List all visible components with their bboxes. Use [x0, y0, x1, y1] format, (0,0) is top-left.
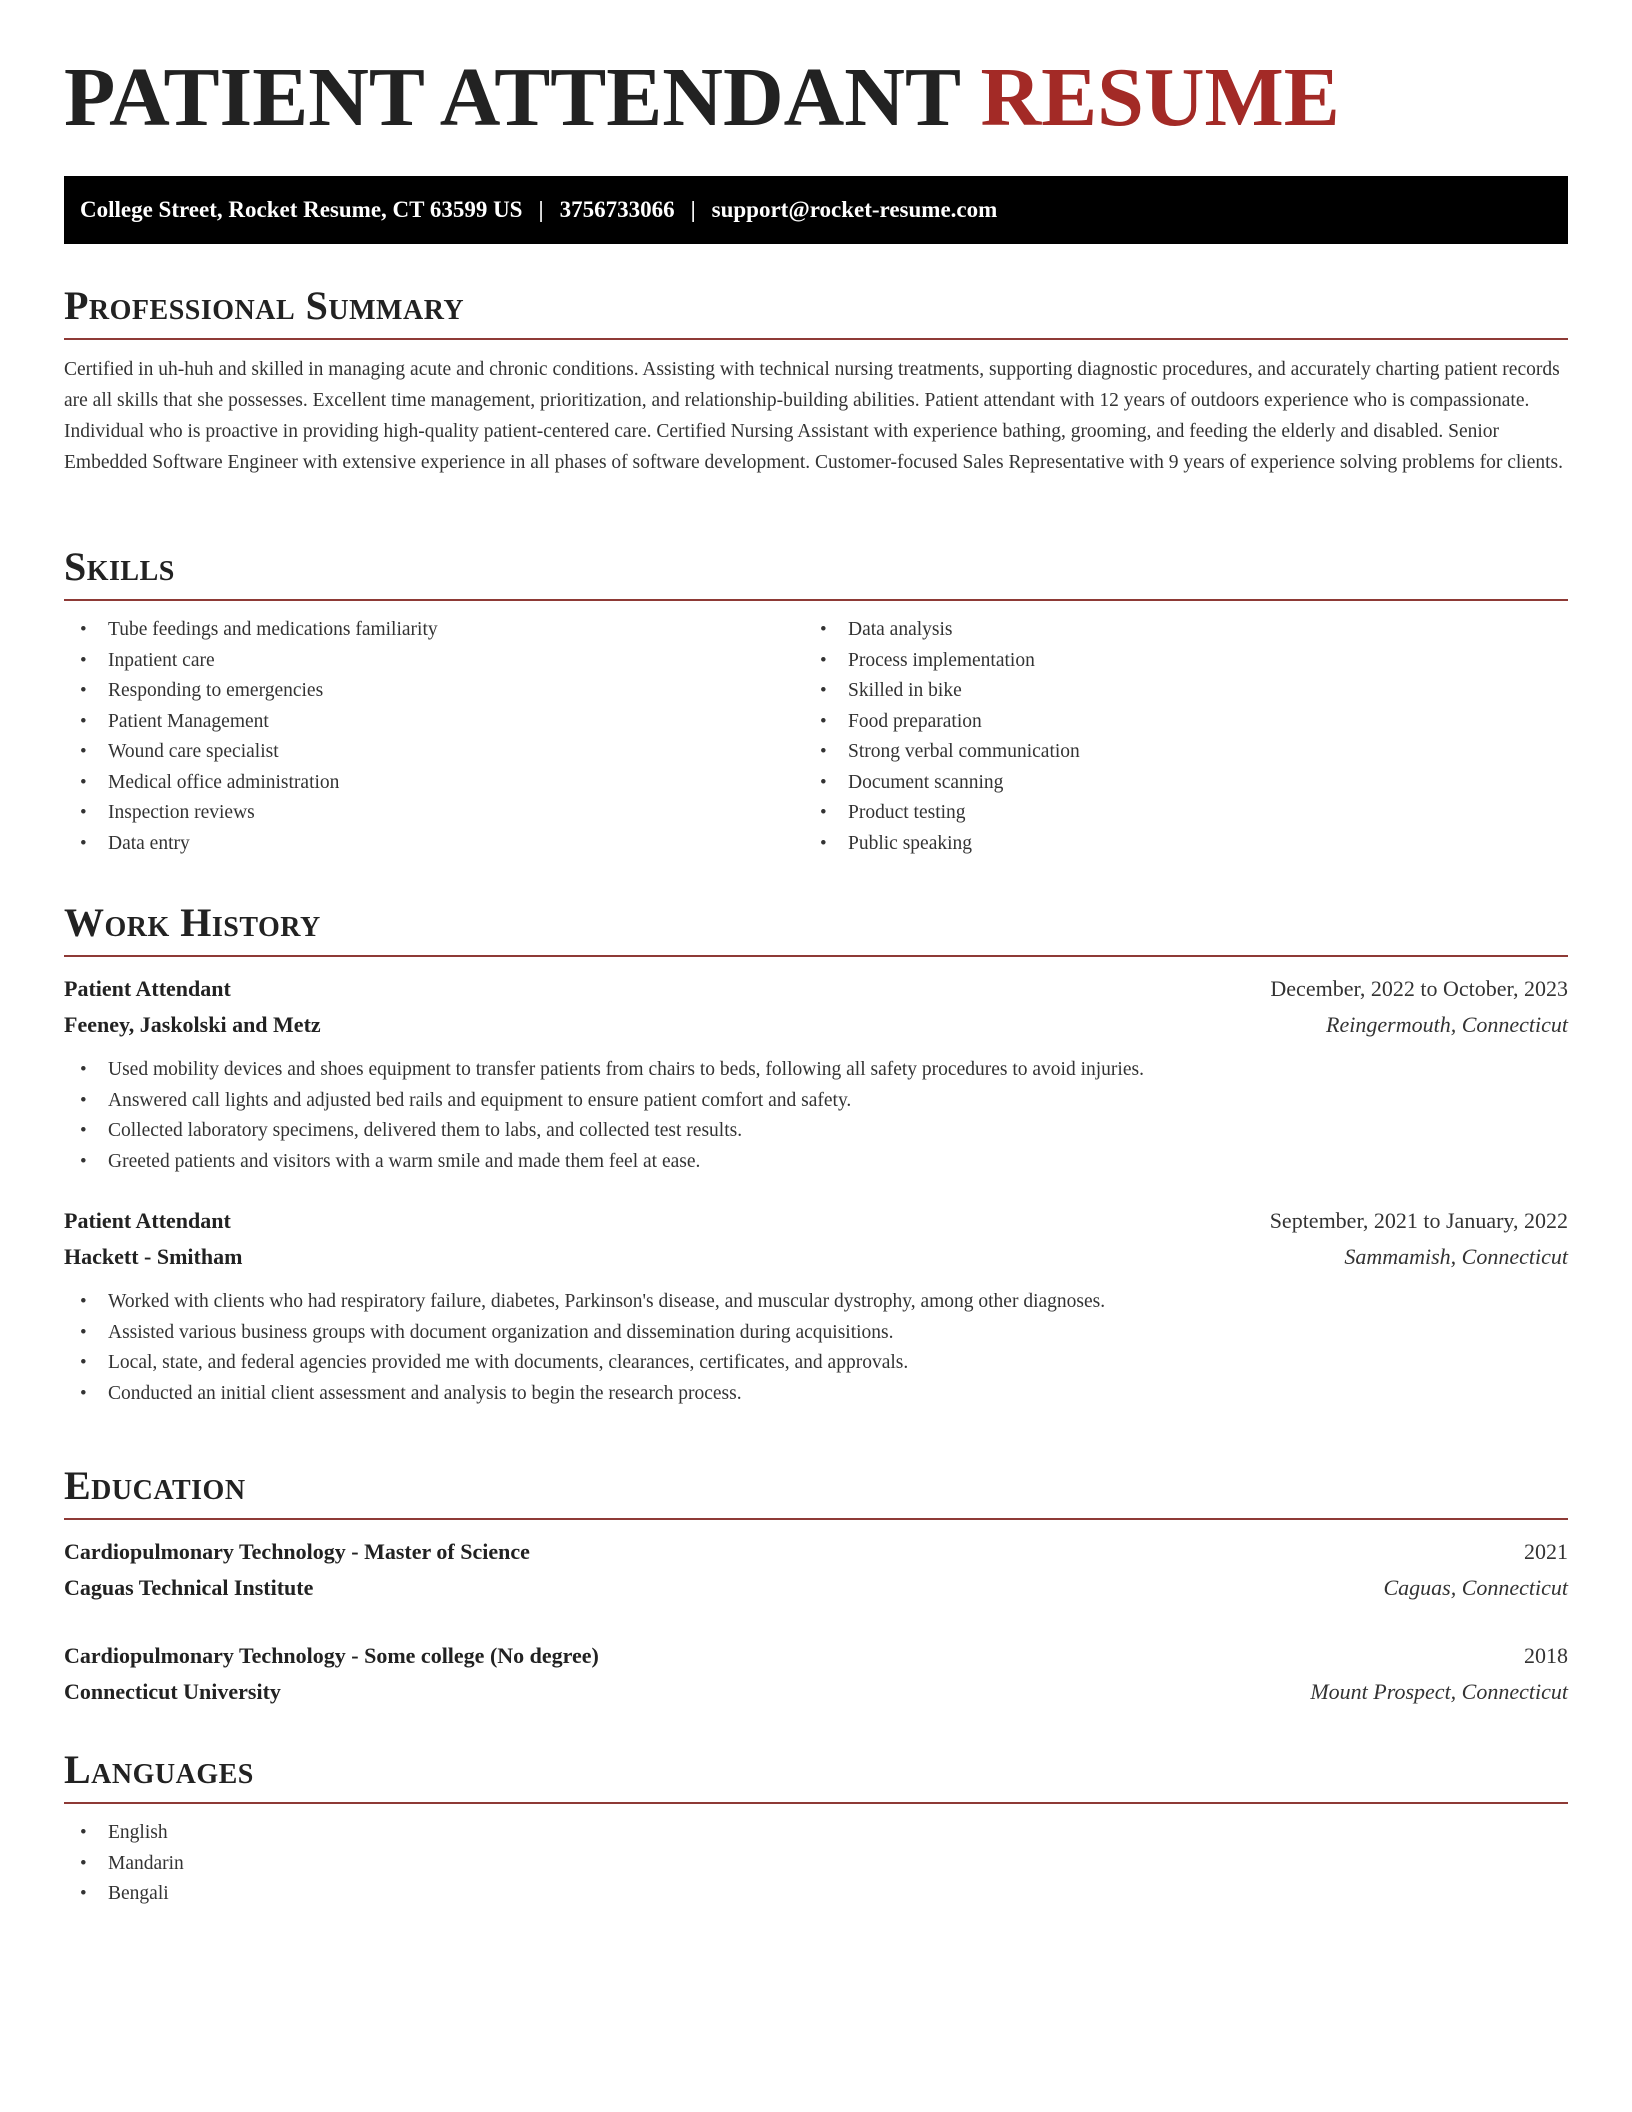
skills-section	[64, 543, 1568, 859]
section-divider	[64, 338, 1568, 340]
education-school-row	[64, 1674, 1568, 1710]
skill-item: • Patient Management	[64, 707, 804, 738]
contact-bar	[64, 176, 1568, 244]
title-accent: RESUME	[980, 51, 1340, 144]
job-bullet: • Answered call lights and adjusted bed rails and equipment to ensure patient comfort and safety.	[64, 1086, 1568, 1117]
job-title-row	[64, 971, 1568, 1007]
job-company: Hackett - Smitham	[64, 1244, 243, 1269]
skill-item: • Inspection reviews	[64, 798, 804, 829]
section-divider	[64, 1518, 1568, 1520]
education-location: Mount Prospect, Connecticut	[1310, 1679, 1568, 1704]
skill-item: • Responding to emergencies	[64, 676, 804, 707]
skills-list-left	[64, 615, 804, 859]
job-bullets	[64, 1287, 1568, 1409]
education-entry	[64, 1534, 1568, 1606]
job-bullets	[64, 1055, 1568, 1177]
job-title: Patient Attendant	[64, 1208, 231, 1233]
section-divider	[64, 1802, 1568, 1804]
skill-item: • Tube feedings and medications familiarity	[64, 615, 804, 646]
job-bullet: • Assisted various business groups with document organization and dissemination during acquisitions.	[64, 1318, 1568, 1349]
skills-grid	[64, 615, 1568, 859]
title-main: PATIENT ATTENDANT	[64, 51, 960, 144]
job-bullet: • Collected laboratory specimens, delivered them to labs, and collected test results.	[64, 1116, 1568, 1147]
section-divider	[64, 599, 1568, 601]
languages-heading: Languages	[64, 1747, 254, 1792]
job-bullet: • Greeted patients and visitors with a warm smile and made them feel at ease.	[64, 1147, 1568, 1178]
job-bullet: • Worked with clients who had respiratory failure, diabetes, Parkinson's disease, and muscular dystrophy, among other diagnoses.	[64, 1287, 1568, 1318]
contact-separator: |	[538, 197, 544, 222]
skills-column-right	[804, 615, 1544, 859]
skill-item: • Process implementation	[804, 646, 1544, 677]
job-bullet: • Used mobility devices and shoes equipment to transfer patients from chairs to beds, following all safety procedures to avoid injuries.	[64, 1055, 1568, 1086]
contact-email[interactable]: support@rocket-resume.com	[711, 197, 998, 222]
job-dates: September, 2021 to January, 2022	[1269, 1208, 1568, 1233]
job-title: Patient Attendant	[64, 976, 231, 1001]
language-item: • English	[64, 1818, 1568, 1849]
work-history-section	[64, 899, 1568, 1409]
job-bullet: • Conducted an initial client assessment and analysis to begin the research process.	[64, 1379, 1568, 1410]
job-bullet: • Local, state, and federal agencies provided me with documents, clearances, certificates, and approvals.	[64, 1348, 1568, 1379]
skill-item: • Wound care specialist	[64, 737, 804, 768]
job-company: Feeney, Jaskolski and Metz	[64, 1012, 321, 1037]
skill-item: • Skilled in bike	[804, 676, 1544, 707]
education-school: Connecticut University	[64, 1679, 281, 1704]
job-company-row	[64, 1007, 1568, 1043]
summary-text: Certified in uh-huh and skilled in managing acute and chronic conditions. Assisting with technical nursing treatments, supporting diagnostic procedures, and accurately charting patient records are all skills that she possesses. Excellent time management, prioritization, and relationship-building abilities. Patient attendant with 12 years of outdoors experience who is compassionate. Individual who is proactive in providing high-quality patient-centered care. Certified Nursing Assistant with experience bathing, grooming, and feeding the elderly and disabled. Senior Embedded Software Engineer with extensive experience in all phases of software development. Customer-focused Sales Representative with 9 years of experience solving problems for clients.	[64, 359, 1564, 473]
skill-item: • Inpatient care	[64, 646, 804, 677]
education-year: 2018	[1524, 1643, 1568, 1668]
skill-item: • Food preparation	[804, 707, 1544, 738]
skill-item: • Document scanning	[804, 768, 1544, 799]
contact-phone: 3756733066	[559, 197, 675, 222]
job-entry	[64, 971, 1568, 1177]
job-dates: December, 2022 to October, 2023	[1270, 976, 1568, 1001]
skill-item: • Data entry	[64, 829, 804, 860]
education-degree-row	[64, 1534, 1568, 1570]
languages-section	[64, 1746, 1568, 1910]
education-degree: Cardiopulmonary Technology - Some college (No degree)	[64, 1643, 599, 1668]
work-history-heading: Work History	[64, 900, 321, 945]
section-divider	[64, 955, 1568, 957]
education-heading: Education	[64, 1463, 246, 1508]
resume-title	[64, 51, 1340, 144]
education-degree-row	[64, 1638, 1568, 1674]
skill-item: • Public speaking	[804, 829, 1544, 860]
skill-item: • Data analysis	[804, 615, 1544, 646]
language-item: • Bengali	[64, 1879, 1568, 1910]
contact-separator: |	[690, 197, 696, 222]
job-entry	[64, 1203, 1568, 1409]
education-school-row	[64, 1570, 1568, 1606]
skills-list-right	[804, 615, 1544, 859]
education-entry	[64, 1638, 1568, 1710]
summary-section	[64, 282, 1568, 478]
education-year: 2021	[1524, 1539, 1568, 1564]
summary-heading: Professional Summary	[64, 283, 465, 328]
job-location: Reingermouth, Connecticut	[1326, 1012, 1568, 1037]
skills-heading: Skills	[64, 544, 175, 589]
skill-item: • Product testing	[804, 798, 1544, 829]
job-location: Sammamish, Connecticut	[1344, 1244, 1568, 1269]
education-section	[64, 1462, 1568, 1710]
language-item: • Mandarin	[64, 1849, 1568, 1880]
skill-item: • Medical office administration	[64, 768, 804, 799]
education-location: Caguas, Connecticut	[1383, 1575, 1568, 1600]
skill-item: • Strong verbal communication	[804, 737, 1544, 768]
languages-list	[64, 1818, 1568, 1910]
job-title-row	[64, 1203, 1568, 1239]
education-school: Caguas Technical Institute	[64, 1575, 314, 1600]
skills-column-left	[64, 615, 804, 859]
education-degree: Cardiopulmonary Technology - Master of Science	[64, 1539, 530, 1564]
job-company-row	[64, 1239, 1568, 1275]
contact-address: College Street, Rocket Resume, CT 63599 US	[80, 197, 523, 222]
